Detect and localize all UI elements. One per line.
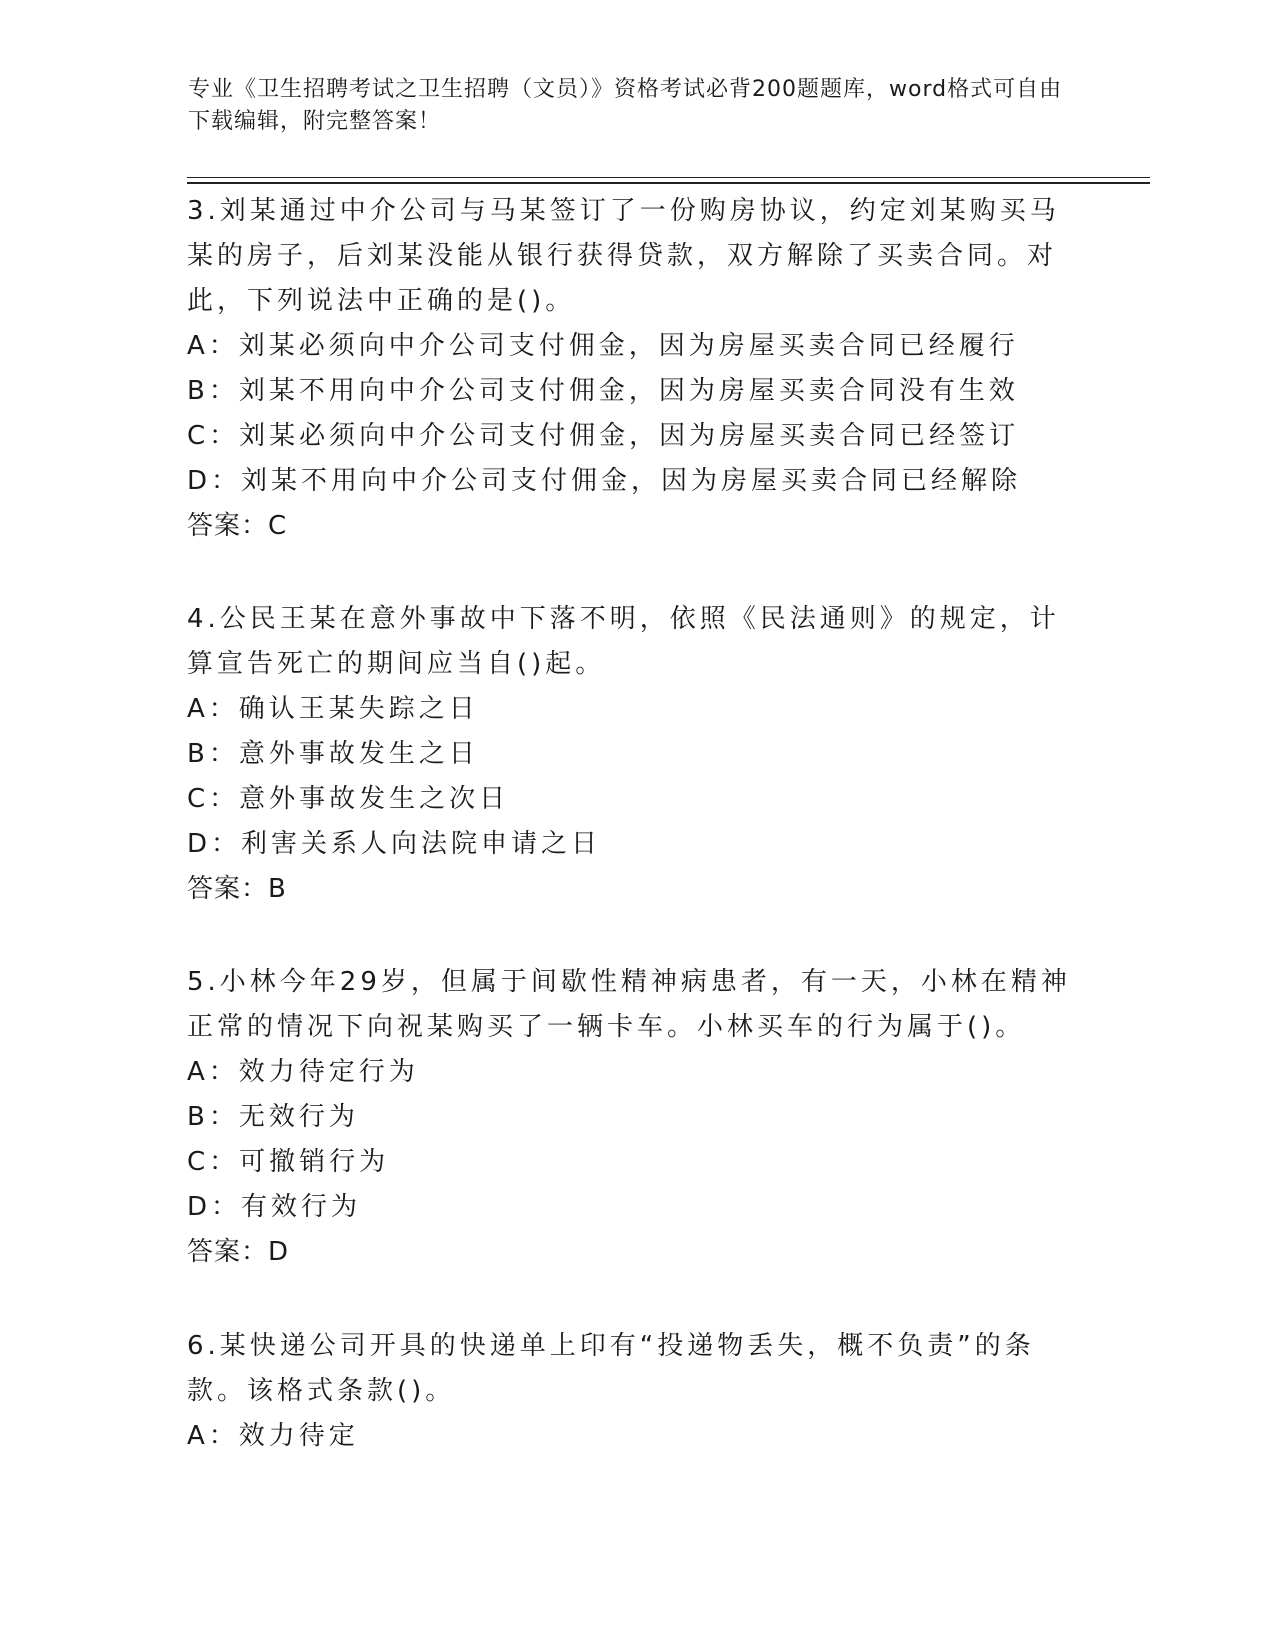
header-text: 专业《卫生招聘考试之卫生招聘（文员）》资格考试必背200题题库，word格式可自由下载编辑，附完整答案！ <box>188 77 1063 134</box>
option-a: A：刘某必须向中介公司支付佣金，因为房屋买卖合同已经履行 <box>187 331 1019 361</box>
option-c: C：意外事故发生之次日 <box>187 784 510 814</box>
answer: 答案：D <box>187 1237 290 1267</box>
option-a: A：效力待定 <box>187 1421 359 1451</box>
question-stem: 3.刘某通过中介公司与马某签订了一份购房协议，约定刘某购买马某的房子，后刘某没能从银行获得贷款，双方解除了买卖合同。对此，下列说法中正确的是()。 <box>187 196 1060 316</box>
header-divider-thick <box>187 182 1150 184</box>
option-c: C：可撤销行为 <box>187 1147 390 1177</box>
option-a: A：确认王某失踪之日 <box>187 694 479 724</box>
document-header <box>188 74 1068 138</box>
option-d: D：利害关系人向法院申请之日 <box>187 829 602 859</box>
question-5 <box>187 960 1087 1275</box>
question-stem: 5.小林今年29岁，但属于间歇性精神病患者，有一天，小林在精神正常的情况下向祝某购买了一辆卡车。小林买车的行为属于()。 <box>187 967 1071 1042</box>
option-d: D：有效行为 <box>187 1192 362 1222</box>
option-d: D：刘某不用向中介公司支付佣金，因为房屋买卖合同已经解除 <box>187 466 1022 496</box>
question-6 <box>187 1324 1087 1459</box>
option-b: B：意外事故发生之日 <box>187 739 479 769</box>
option-b: B：无效行为 <box>187 1102 359 1132</box>
question-4 <box>187 597 1087 912</box>
question-stem: 6.某快递公司开具的快递单上印有“投递物丢失，概不负责”的条款。该格式条款()。 <box>187 1331 1035 1406</box>
answer: 答案：B <box>187 874 287 904</box>
question-3 <box>187 189 1087 549</box>
header-divider-thin <box>187 177 1150 178</box>
question-stem: 4.公民王某在意外事故中下落不明，依照《民法通则》的规定，计算宣告死亡的期间应当自()起。 <box>187 604 1060 679</box>
option-b: B：刘某不用向中介公司支付佣金，因为房屋买卖合同没有生效 <box>187 376 1019 406</box>
option-a: A：效力待定行为 <box>187 1057 419 1087</box>
answer: 答案：C <box>187 511 288 541</box>
option-c: C：刘某必须向中介公司支付佣金，因为房屋买卖合同已经签订 <box>187 421 1020 451</box>
